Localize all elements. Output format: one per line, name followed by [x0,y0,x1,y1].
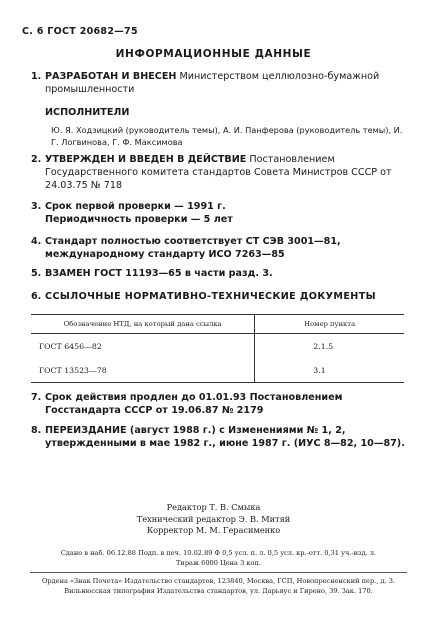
item-text: в части разд. 3. [181,268,273,279]
item-3 [31,200,407,226]
item-number: 1. [31,71,42,82]
item-heading: РАЗРАБОТАН И ВНЕСЕН [45,71,177,82]
publisher-line: Ордена «Знак Почета» Издательство стандартов, 123840, Москва, ГСП, Новопресненский пер., д. 3. [41,577,395,585]
item-6 [31,290,407,303]
table-cell: 3.1 [255,358,404,383]
item-text: Стандарт полностью соответствует СТ СЭВ 3001—81, международному стандарту ИСО 7263—85 [45,236,341,260]
page-header: С. 6 ГОСТ 20682—75 [22,26,138,37]
item-number: 6. [31,291,42,302]
table-cell: 2.1.5 [313,341,334,351]
item-1 [31,70,407,96]
print-details-line: Сдано в наб. 06.12.88 Подп. в печ. 10.02.89 Ф 0,5 усл. п. л. 0,5 усл. кр.-отт. 0,31 уч.-изд. л. [60,549,377,557]
table-row [31,358,404,383]
references-table [31,314,404,383]
print-details [30,549,407,568]
item-2 [31,153,407,192]
table-cell: ГОСТ 13523—78 [31,358,255,383]
editor: Редактор Т. В. Смыка [166,502,261,512]
item-number: 3. [31,201,42,212]
item-heading: УТВЕРЖДЕН И ВВЕДЕН В ДЕЙСТВИЕ [45,154,247,165]
item-text: Постановлением Государственного комитета стандартов Совета Министров СССР от 24.03.75 № 718 [45,154,392,191]
item-text: Министерством целлюлозно-бумажной промышленности [45,71,380,95]
page-title: ИНФОРМАЦИОННЫЕ ДАННЫЕ [115,48,312,60]
item-heading: ВЗАМЕН ГОСТ 11193—65 [45,268,182,279]
item-number: 2. [31,154,42,165]
item-text: (август 1988 г.) с Изменениями № 1, 2, утвержденными в мае 1982 г., июне 1987 г. (ИУС 8—82, 10—87). [45,425,405,449]
item-number: 5. [31,268,42,279]
item-5 [31,267,407,280]
performers-list: Ю. Я. Ходзицкий (руководитель темы), А. И. Панферова (руководитель темы), И. Г. Логвинова, Г. Ф. Максимова [51,125,403,147]
proofreader: Корректор М. М. Герасименко [146,525,281,535]
divider [30,572,407,573]
item-text: Срок действия продлен до 01.01.93 Постановлением Госстандарта СССР от 19.06.87 № 2179 [45,392,343,416]
item-number: 4. [31,236,42,247]
item-number: 8. [31,425,42,436]
item-heading: ССЫЛОЧНЫЕ НОРМАТИВНО-ТЕХНИЧЕСКИЕ ДОКУМЕНТЫ [45,291,377,302]
performers-label: ИСПОЛНИТЕЛИ [45,107,130,118]
column-header: Обозначение НТД, на который дана ссылка [31,315,255,334]
item-7 [31,391,407,417]
column-header: Номер пункта [255,315,404,334]
print-details-line: Тираж 6000 Цена 3 коп. [176,558,261,567]
publisher-line: Вильнюсская типография Издательства стандартов, ул. Дарьяус и Гирено, 39. Зак. 170. [64,586,373,595]
item-8 [31,424,407,450]
item-heading: ПЕРЕИЗДАНИЕ [45,425,127,436]
publisher-info [30,577,407,596]
technical-editor: Технический редактор Э. В. Митяй [136,513,291,524]
table-cell: ГОСТ 6456—82 [31,334,255,359]
item-4 [31,235,407,261]
item-text: Срок первой проверки — 1991 г. [45,201,226,212]
table-row [31,334,404,359]
credits-block [0,502,427,537]
item-number: 7. [31,392,42,403]
item-text: Периодичность проверки — 5 лет [45,214,233,225]
